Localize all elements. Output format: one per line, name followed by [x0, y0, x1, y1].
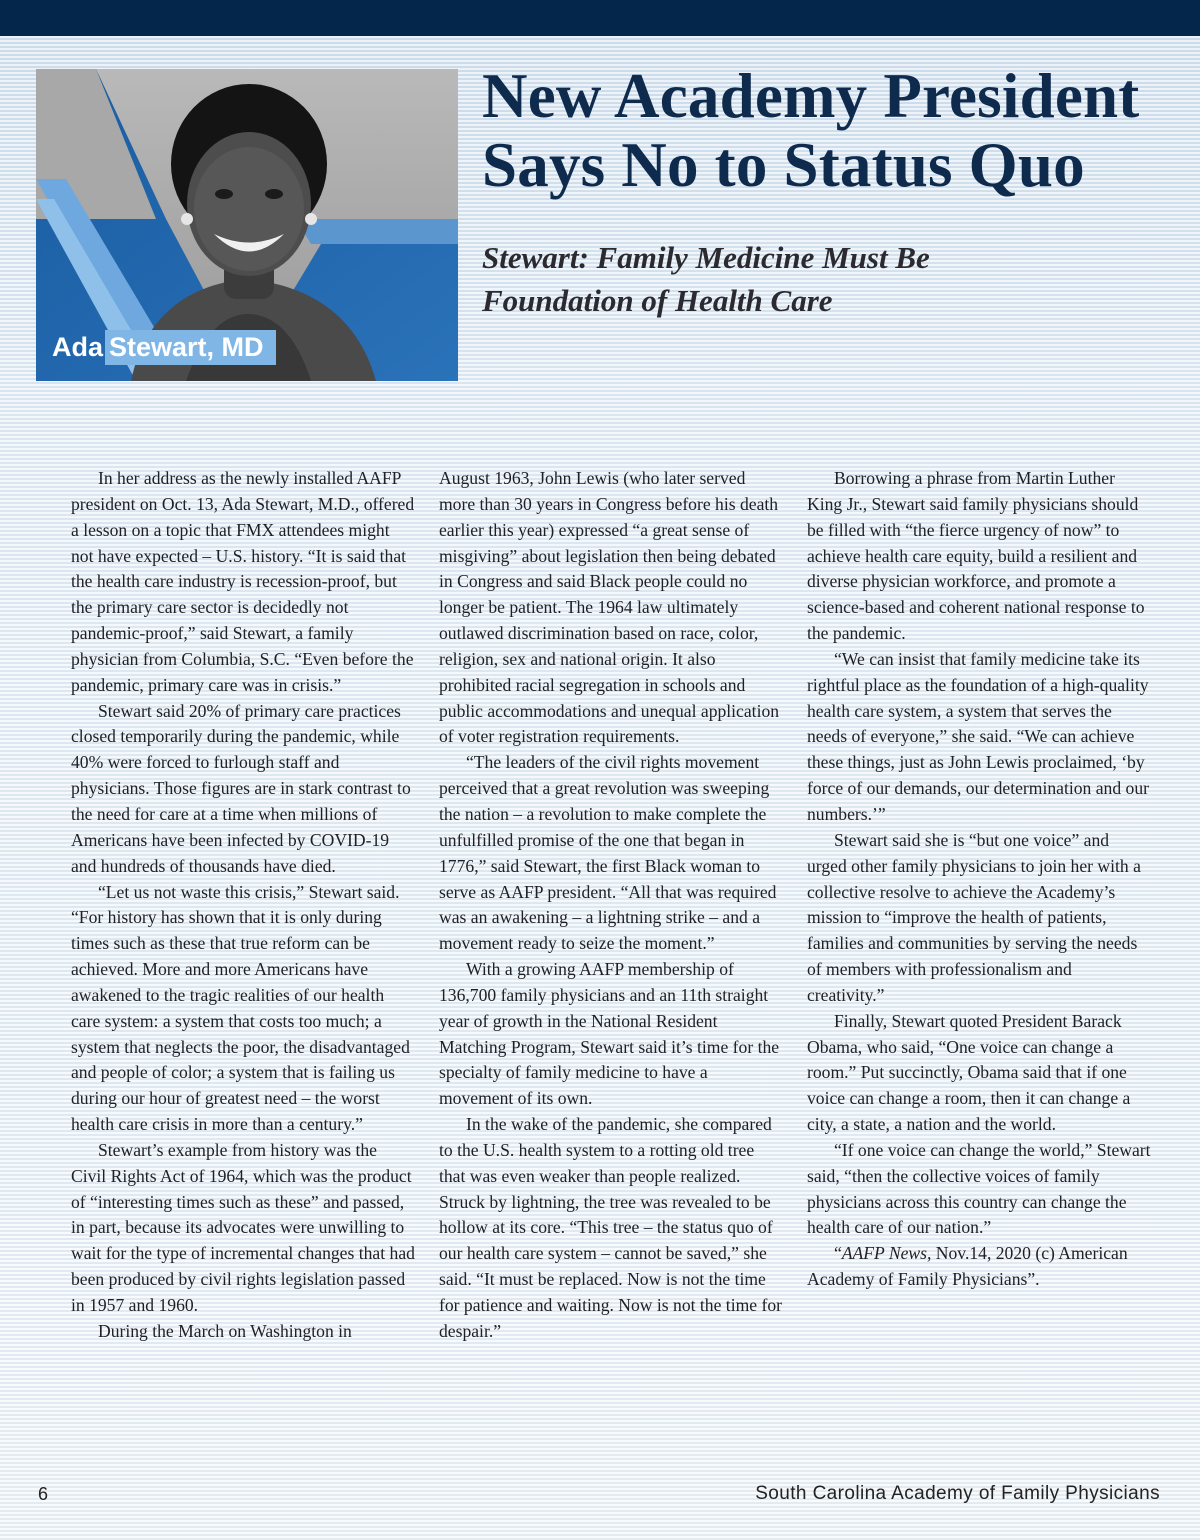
headline-line-1: New Academy President	[482, 61, 1140, 131]
paragraph: Stewart said she is “but one voice” and urged other family physicians to join her with a collective resolve to achieve the Academy’s mission to “improve the health of patients, families and communities by serving the needs of members with professionalism and creativity.”	[807, 829, 1141, 1005]
paragraph: Borrowing a phrase from Martin Luther King Jr., Stewart said family physicians should be filled with “the fierce urgency of now” to achieve health care equity, build a resilient and diverse physician workforce, and promote a science-based and coherent national response to the pandemic.	[807, 468, 1145, 644]
paragraph: In her address as the newly installed AAFP president on Oct. 13, Ada Stewart, M.D., offered a lesson on a topic that FMX attendees might not have expected – U.S. history. “It is said that the health care industry is recession-proof, but the primary care sector is decidedly not pandemic-proof,” said Stewart, a family physician from Columbia, S.C. “Even before the pandemic, primary care was in crisis.”	[71, 468, 415, 695]
photo-caption	[50, 332, 276, 363]
paragraph: “If one voice can change the world,” Stewart said, “then the collective voices of family physicians across this country can change the health care of our nation.”	[807, 1139, 1151, 1238]
paragraph: “Let us not waste this crisis,” Stewart said. “For history has shown that it is only during times such as these that true reform can be achieved. More and more Americans have awakened to the tragic realities of our health care system: a system that costs too much; a system that neglects the poor, the disadvantaged and people of color; a system that is failing us during our hour of greatest need – the worst health care crisis in more than a century.”	[71, 881, 410, 1135]
headline-line-2: Says No to Status Quo	[482, 130, 1085, 200]
subhead-line-1: Stewart: Family Medicine Must Be	[482, 240, 930, 275]
article-subheadline	[482, 236, 1082, 322]
credit-rest: Nov.14, 2020 (c) American Academy of Family Physicians”.	[807, 1243, 1128, 1290]
page-number: 6	[38, 1484, 49, 1504]
paragraph: “The leaders of the civil rights movement perceived that a great revolution was sweeping the nation – a revolution to make complete the unfulfilled promise of the one that began in 1776,” said Stewart, the first Black woman to serve as AAFP president. “All that was required was an awakening – a lightning strike – and a movement ready to seize the moment.”	[439, 752, 777, 954]
top-banner-bar	[0, 0, 1200, 36]
credit-open-quote: “	[834, 1243, 842, 1264]
subhead-line-2: Foundation of Health Care	[482, 283, 833, 318]
publication-title: South Carolina Academy of Family Physicians	[755, 1483, 1160, 1504]
caption-last-name: Stewart, MD	[105, 330, 276, 365]
article-headline	[482, 62, 1182, 200]
paragraph: During the March on Washington in	[98, 1320, 352, 1341]
caption-first-name: Ada	[52, 332, 104, 362]
paragraph: “We can insist that family medicine take its rightful place as the foundation of a high-quality health care system, a system that serves the needs of everyone,” she said. “We can achieve these things, just as John Lewis proclaimed, ‘by force of our demands, our determination and our numbers.’”	[807, 648, 1149, 824]
source-credit	[807, 1241, 1152, 1293]
article-column-3	[807, 466, 1152, 1293]
paragraph: August 1963, John Lewis (who later served more than 30 years in Congress before his death earlier this year) expressed “a great sense of misgiving” about legislation then being debated in Congress and said Black people could no longer be patient. The 1964 law ultimately outlawed discrimination based on race, color, religion, sex and national origin. It also prohibited racial segregation in schools and public accommodations and unequal application of voter registration requirements.	[439, 468, 780, 747]
paragraph: In the wake of the pandemic, she compared to the U.S. health system to a rotting old tree that was even weaker than people realized. Struck by lightning, the tree was revealed to be hollow at its core. “This tree – the status quo of our health care system – cannot be saved,” she said. “It must be replaced. Now is not the time for patience and waiting. Now is not the time for despair.”	[439, 1114, 782, 1341]
author-photo	[36, 69, 458, 381]
article-column-2	[439, 466, 784, 1345]
credit-source-name: AAFP News,	[841, 1243, 932, 1264]
paragraph: Stewart said 20% of primary care practices closed temporarily during the pandemic, while 40% were forced to furlough staff and physicians. Those figures are in stark contrast to the need for care at a time when millions of Americans have been infected by COVID-19 and hundreds of thousands have died.	[71, 700, 411, 876]
article-column-1	[71, 466, 416, 1345]
paragraph: Finally, Stewart quoted President Barack Obama, who said, “One voice can change a room.” Put succinctly, Obama said that if one voice can change a room, then it can change a city, a state, a nation and the world.	[807, 1010, 1131, 1135]
paragraph: Stewart’s example from history was the Civil Rights Act of 1964, which was the product of “interesting times such as these” and passed, in part, because its advocates were unwilling to wait for the type of incremental changes that had been produced by civil rights legislation passed in 1957 and 1960.	[71, 1139, 415, 1315]
paragraph: With a growing AAFP membership of 136,700 family physicians and an 11th straight year of growth in the National Resident Matching Program, Stewart said it’s time for the specialty of family medicine to have a movement of its own.	[439, 959, 780, 1109]
